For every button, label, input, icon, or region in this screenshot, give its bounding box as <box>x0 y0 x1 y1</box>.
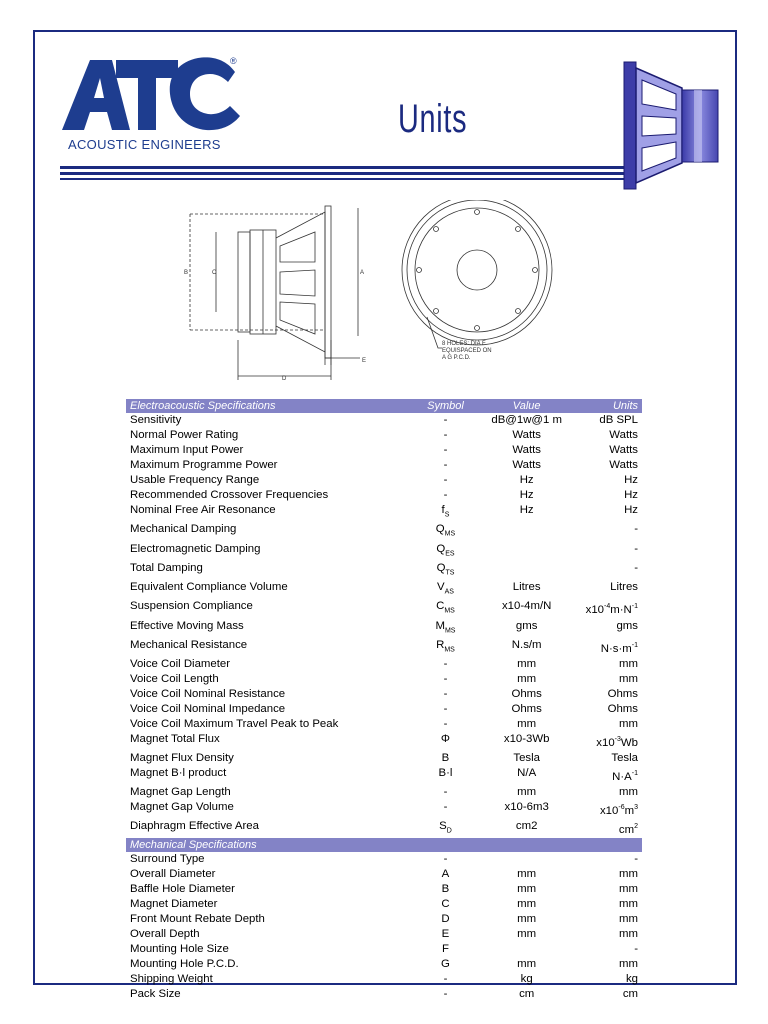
spec-table-body <box>126 399 642 1002</box>
dim-label-e: E <box>362 358 367 364</box>
spec-label: Mounting Hole P.C.D. <box>130 957 239 970</box>
table-row <box>126 732 642 751</box>
spec-label: Voice Coil Length <box>130 673 219 686</box>
spec-units: Hz <box>624 504 638 516</box>
spec-units: dB SPL <box>599 414 638 426</box>
spec-label: Maximum Programme Power <box>130 459 278 471</box>
spec-units: mm <box>619 785 638 798</box>
spec-value: kg <box>520 972 533 985</box>
table-row <box>126 488 642 503</box>
table-row <box>126 819 642 838</box>
electroacoustic-header-symbol: Symbol <box>412 399 479 413</box>
spec-value: x10-3Wb <box>503 733 550 746</box>
spec-symbol: - <box>443 444 448 456</box>
table-row <box>126 882 642 897</box>
spec-label: Recommended Crossover Frequencies <box>130 489 329 501</box>
spec-label: Voice Coil Diameter <box>130 658 231 671</box>
spec-value: dB@1w@1 m <box>491 414 562 426</box>
spec-units: Ohms <box>607 703 638 716</box>
spec-value: mm <box>517 867 537 880</box>
spec-units: - <box>634 942 638 955</box>
spec-label: Pack Size <box>130 987 181 1000</box>
spec-label: Usable Frequency Range <box>130 474 260 486</box>
table-row <box>126 687 642 702</box>
spec-units: Watts <box>609 444 638 456</box>
spec-value: gms <box>515 619 538 632</box>
hole-note-line-2: EQUISPACED ON <box>442 348 492 354</box>
table-row <box>126 503 642 522</box>
spec-units: Hz <box>624 474 638 486</box>
table-row <box>126 542 642 561</box>
spec-label: Baffle Hole Diameter <box>130 882 235 895</box>
spec-symbol: $R_{MS}$ <box>436 638 455 654</box>
spec-units: - <box>634 542 638 555</box>
header-rule-middle <box>60 172 644 175</box>
spec-value <box>479 522 574 541</box>
page-title: Units <box>398 97 468 141</box>
electroacoustic-header-value: Value <box>479 399 574 413</box>
hole-note-line-1: 8 HOLES: DIA F <box>442 341 486 347</box>
spec-units: cm <box>622 987 638 1000</box>
spec-value: cm <box>519 987 535 1000</box>
spec-units: $x10^{-6}m^3$ <box>599 803 638 817</box>
table-row <box>126 428 642 443</box>
spec-value: N.s/m <box>511 638 542 651</box>
mechanical-header-symbol <box>412 838 479 852</box>
header-rule-bottom <box>60 178 644 180</box>
table-row <box>126 852 642 867</box>
spec-symbol: B <box>441 882 450 895</box>
spec-symbol: $Q_{TS}$ <box>436 561 455 577</box>
spec-symbol: $V_{AS}$ <box>437 581 454 596</box>
spec-value: mm <box>517 912 537 925</box>
spec-symbol: B <box>441 752 450 765</box>
spec-units: mm <box>619 673 638 686</box>
dim-label-a: A <box>360 270 365 276</box>
spec-label: Normal Power Rating <box>130 429 239 441</box>
spec-symbol: - <box>443 474 448 486</box>
table-row <box>126 717 642 732</box>
spec-value: x10-6m3 <box>504 800 549 813</box>
spec-units: mm <box>619 718 638 731</box>
spec-value: mm <box>517 957 537 970</box>
spec-units: $cm^2$ <box>618 822 638 836</box>
spec-units: mm <box>619 882 638 895</box>
spec-units: mm <box>619 957 638 970</box>
spec-label: Diaphragm Effective Area <box>130 819 259 832</box>
spec-units: Watts <box>609 429 638 441</box>
spec-label: Nominal Free Air Resonance <box>130 504 276 516</box>
spec-label: Magnet B·l product <box>130 767 227 780</box>
spec-label: Sensitivity <box>130 414 182 426</box>
table-row <box>126 897 642 912</box>
spec-label: Magnet Gap Volume <box>130 800 234 813</box>
spec-label: Voice Coil Nominal Impedance <box>130 703 286 716</box>
spec-symbol: - <box>443 972 448 985</box>
table-row <box>126 638 642 657</box>
spec-label: Equivalent Compliance Volume <box>130 581 288 594</box>
spec-symbol: A <box>441 867 450 880</box>
spec-symbol: - <box>443 718 448 731</box>
spec-label: Voice Coil Maximum Travel Peak to Peak <box>130 718 339 731</box>
spec-symbol: - <box>443 489 448 501</box>
spec-label: Mechanical Resistance <box>130 638 248 651</box>
spec-value: Ohms <box>511 703 542 716</box>
table-row <box>126 672 642 687</box>
spec-value: Watts <box>512 459 542 471</box>
spec-symbol: $Q_{MS}$ <box>435 523 456 538</box>
table-row <box>126 751 642 766</box>
spec-units: $x10^{-3}Wb$ <box>596 736 638 750</box>
spec-value: Tesla <box>513 752 540 765</box>
table-row <box>126 702 642 717</box>
spec-label: Shipping Weight <box>130 972 213 985</box>
spec-value <box>479 852 574 867</box>
registered-mark: ® <box>230 56 237 66</box>
spec-value: N/A <box>517 767 537 780</box>
spec-units: $N\cdot A^{-1}$ <box>612 770 638 783</box>
spec-value: mm <box>517 718 537 731</box>
table-row <box>126 580 642 599</box>
spec-symbol: $Q_{ES}$ <box>436 542 455 557</box>
spec-label: Total Damping <box>130 561 203 574</box>
spec-label: Electromagnetic Damping <box>130 542 261 555</box>
spec-symbol: B·l <box>438 767 453 780</box>
driver-dimension-diagram <box>180 200 570 385</box>
spec-units: - <box>634 523 638 536</box>
spec-units: kg <box>625 972 638 985</box>
spec-symbol: - <box>443 987 448 1000</box>
spec-value: Hz <box>519 474 534 486</box>
spec-symbol: - <box>443 459 448 471</box>
spec-label: Surround Type <box>130 852 205 865</box>
spec-symbol: $S_D$ <box>439 819 452 834</box>
table-row <box>126 599 642 618</box>
spec-label: Effective Moving Mass <box>130 619 244 632</box>
speaker-icon <box>620 58 720 193</box>
spec-symbol: $f_S$ <box>441 504 450 519</box>
spec-symbol: $C_{MS}$ <box>436 600 455 615</box>
spec-symbol: G <box>441 957 450 970</box>
spec-value <box>479 542 574 561</box>
spec-value: Hz <box>519 489 534 501</box>
spec-value: Watts <box>512 444 542 456</box>
table-row <box>126 912 642 927</box>
spec-symbol: F <box>441 942 449 955</box>
dim-label-c: C <box>212 270 217 276</box>
mechanical-header-label: Mechanical Specifications <box>126 838 412 852</box>
mechanical-header-row <box>126 838 642 852</box>
spec-value: Watts <box>512 429 542 441</box>
spec-label: Front Mount Rebate Depth <box>130 912 265 925</box>
dim-label-d: D <box>282 376 287 382</box>
spec-label: Voice Coil Nominal Resistance <box>130 688 286 701</box>
spec-table <box>126 399 642 1002</box>
table-row <box>126 987 642 1002</box>
spec-value: Hz <box>519 504 534 516</box>
spec-symbol: - <box>443 800 448 813</box>
spec-label: Magnet Gap Length <box>130 785 231 798</box>
table-row <box>126 785 642 800</box>
spec-units: Litres <box>610 581 638 594</box>
spec-value: mm <box>517 658 537 671</box>
logo-subtitle: ACOUSTIC ENGINEERS <box>68 137 221 152</box>
spec-symbol: C <box>441 897 450 910</box>
spec-symbol: $M_{MS}$ <box>435 619 456 634</box>
spec-label: Overall Diameter <box>130 867 216 880</box>
spec-symbol: - <box>443 852 448 865</box>
table-row <box>126 657 642 672</box>
spec-value: mm <box>517 785 537 798</box>
spec-units: Hz <box>624 489 638 501</box>
spec-value <box>479 942 574 957</box>
mechanical-header-value <box>479 838 574 852</box>
spec-symbol: - <box>443 658 448 671</box>
table-row <box>126 766 642 785</box>
spec-label: Overall Depth <box>130 927 200 940</box>
spec-units: Tesla <box>611 752 638 765</box>
table-row <box>126 927 642 942</box>
spec-symbol: - <box>443 703 448 716</box>
spec-value: mm <box>517 927 537 940</box>
spec-units: - <box>634 852 638 865</box>
table-row <box>126 522 642 541</box>
spec-symbol: E <box>441 927 450 940</box>
table-row <box>126 443 642 458</box>
table-row <box>126 972 642 987</box>
spec-value: mm <box>517 882 537 895</box>
spec-units: gms <box>616 619 638 632</box>
spec-label: Maximum Input Power <box>130 444 244 456</box>
spec-symbol: - <box>443 414 448 426</box>
table-row <box>126 619 642 638</box>
table-row <box>126 942 642 957</box>
spec-label: Suspension Compliance <box>130 600 253 613</box>
table-row <box>126 800 642 819</box>
spec-label: Mounting Hole Size <box>130 942 229 955</box>
spec-symbol: - <box>443 429 448 441</box>
spec-label: Mechanical Damping <box>130 523 237 536</box>
electroacoustic-header-label: Electroacoustic Specifications <box>126 399 412 413</box>
table-row <box>126 473 642 488</box>
electroacoustic-header-row <box>126 399 642 413</box>
spec-units: $x10^{-4}m\cdot N^{-1}$ <box>585 603 638 617</box>
spec-symbol: - <box>443 785 448 798</box>
spec-symbol: - <box>443 688 448 701</box>
spec-units: mm <box>619 912 638 925</box>
spec-label: Magnet Total Flux <box>130 733 220 746</box>
mechanical-header-units <box>574 838 642 852</box>
spec-units: mm <box>619 897 638 910</box>
spec-units: mm <box>619 927 638 940</box>
spec-symbol: D <box>441 912 450 925</box>
spec-symbol: - <box>443 673 448 686</box>
spec-value: mm <box>517 897 537 910</box>
table-row <box>126 458 642 473</box>
spec-units: - <box>634 561 638 574</box>
spec-value: x10-4m/N <box>501 600 552 613</box>
table-row <box>126 413 642 428</box>
spec-label: Magnet Diameter <box>130 897 218 910</box>
spec-value: cm2 <box>515 819 538 832</box>
spec-units: mm <box>619 867 638 880</box>
spec-value: Ohms <box>511 688 542 701</box>
spec-units: mm <box>619 658 638 671</box>
spec-units: $N\cdot s\cdot m^{-1}$ <box>600 641 638 655</box>
spec-value <box>479 561 574 580</box>
spec-units: Watts <box>609 459 638 471</box>
dim-label-b: B <box>184 270 189 276</box>
spec-units: Ohms <box>607 688 638 701</box>
table-row <box>126 867 642 882</box>
spec-label: Magnet Flux Density <box>130 752 234 765</box>
hole-note-line-3: A G P.C.D. <box>442 355 471 361</box>
spec-value: mm <box>517 673 537 686</box>
electroacoustic-header-units: Units <box>574 399 642 413</box>
table-row <box>126 561 642 580</box>
spec-value: Litres <box>512 581 541 594</box>
header-rule-top <box>60 166 644 169</box>
spec-symbol: Φ <box>440 733 451 746</box>
table-row <box>126 957 642 972</box>
